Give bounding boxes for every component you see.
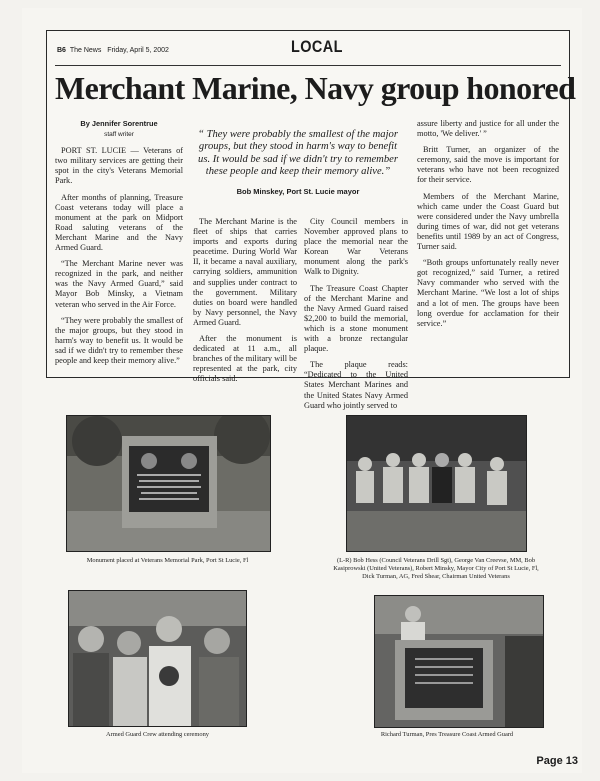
paragraph: After the monument is dedicated at 11 a.m., all branches of the military will be represented at the park, city officials said. bbox=[193, 334, 297, 384]
photo-caption: (L-R) Bob Hess (Council Veterans Drill Sgt), George Van Creevse, MM, Bob Kasiprowski (United Veterans), Robert Minsky, Mayor City of Port St Lucie, Fl, Dick Turman, AG, Fred Shear, Chairman United Veterans bbox=[333, 557, 539, 580]
byline-role: staff writer bbox=[104, 131, 134, 139]
article-column-3 bbox=[304, 217, 408, 417]
paragraph: Members of the Merchant Marine, which came under the Coast Guard but were considered under the Navy umbrella during times of war, did not get veterans benefits until 1989 by an act of Congress, Turner said. bbox=[417, 191, 559, 252]
monument-image bbox=[67, 416, 270, 551]
photo-monument bbox=[66, 415, 271, 552]
paragraph: “They were probably the smallest of the major groups, but they stood in harm's way to benefit us. It would be sad if we didn't try to remember these people and keep their memory alive.” bbox=[55, 315, 183, 365]
paragraph: City Council members in November approved plans to place the memorial near the Korean War Veterans monument along the park's Walk to Dignity. bbox=[304, 217, 408, 277]
pull-quote: “ They were probably the smallest of the major groups, but they stood in harm's way to benefit us. It would be sad if we didn't try to remember these people and keep their memory alive.” bbox=[198, 129, 398, 178]
paragraph: assure liberty and justice for all under the motto, 'We deliver.' ” bbox=[417, 119, 559, 139]
speaker-image bbox=[375, 596, 543, 727]
paragraph: The Merchant Marine is the fleet of ships that carries imports and exports during peacetime. During World War II, it became a naval auxiliary, carrying soldiers, ammunition and supplies under contract to the government. Military duties on board were handled by Navy personnel, the Navy Armed Guard. bbox=[193, 217, 297, 327]
photo-caption: Monument placed at Veterans Memorial Park, Port St Lucie, Fl bbox=[86, 557, 249, 564]
paragraph: The Treasure Coast Chapter of the Merchant Marine and the Navy Armed Guard raised $2,200 to build the memorial, which is a stone monument with a bronze rectangular plaque. bbox=[304, 283, 408, 354]
paragraph: Britt Turner, an organizer of the ceremony, said the move is important for veterans who have not been recognized for their service. bbox=[417, 145, 559, 185]
paragraph: “Both groups unfortunately really never got recognized,” said Turner, a retired Navy commander who served with the Merchant Marine. “We lost a lot of ships and a lot of men. The groups have been long overdue for acclamation for their service.” bbox=[417, 258, 559, 328]
page-number: Page 13 bbox=[536, 755, 578, 767]
article-column-2 bbox=[193, 217, 297, 391]
publication-date: Friday, April 5, 2002 bbox=[107, 47, 169, 54]
byline-author: By Jennifer Sorentrue bbox=[80, 119, 158, 128]
article-column-4 bbox=[417, 119, 559, 335]
paragraph: “The Merchant Marine never was recognized in the park, and neither was the Navy Armed Guard,” said Mayor Bob Minsky, a Vietnam veteran who served in the Air Force. bbox=[55, 259, 183, 309]
paragraph: PORT ST. LUCIE — Veterans of two military services are getting their spot in the city's Veterans Memorial Park. bbox=[55, 146, 183, 186]
newspaper-clipping bbox=[46, 30, 576, 410]
header-rule bbox=[55, 65, 561, 66]
headline: Merchant Marine, Navy group honored bbox=[55, 70, 576, 106]
clipping-header bbox=[57, 47, 169, 54]
section-title: LOCAL bbox=[291, 37, 343, 56]
publication-name: The News bbox=[69, 47, 102, 54]
article-column-1 bbox=[55, 119, 183, 372]
paragraph: The plaque reads: “Dedicated to the United States Merchant Marines and the United States Navy Armed Guard who jointly served to bbox=[304, 360, 408, 410]
crew-image bbox=[69, 591, 246, 726]
photo-caption: Richard Turman, Pres Treasure Coast Armed Guard bbox=[380, 731, 514, 738]
paragraph: After months of planning, Treasure Coast veterans today will place a monument at the park on Midport Road saluting veterans of the Merchant Marine and the Navy Armed Guard. bbox=[55, 192, 183, 253]
photo-speaker bbox=[374, 595, 544, 728]
pull-quote-attribution: Bob Minskey, Port St. Lucie mayor bbox=[236, 187, 360, 196]
photo-crew bbox=[68, 590, 247, 727]
photo-group bbox=[346, 415, 527, 552]
photo-caption: Armed Guard Crew attending ceremony bbox=[106, 731, 209, 738]
page-code: B6 bbox=[57, 47, 66, 54]
group-image bbox=[347, 416, 526, 551]
